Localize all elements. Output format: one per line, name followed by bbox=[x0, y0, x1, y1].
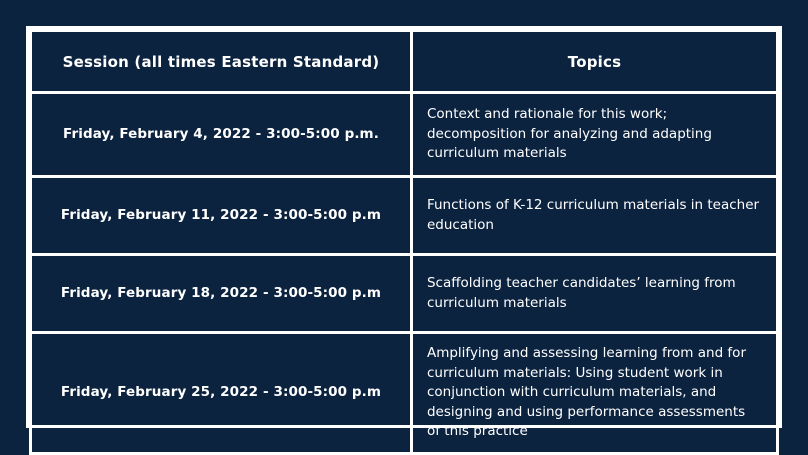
table-row bbox=[31, 333, 778, 454]
table-header-row bbox=[31, 31, 778, 93]
topic-cell: Amplifying and assessing learning from and for curriculum materials: Using student work in conjunction with curriculum materials, and designing and using performance assessments of this practice bbox=[411, 333, 777, 454]
session-cell: Friday, February 4, 2022 - 3:00-5:00 p.m. bbox=[31, 93, 412, 177]
column-header-topics: Topics bbox=[411, 31, 777, 93]
table-row bbox=[31, 177, 778, 255]
schedule-table bbox=[29, 29, 779, 455]
session-cell: Friday, February 11, 2022 - 3:00-5:00 p.m bbox=[31, 177, 412, 255]
topic-cell: Functions of K-12 curriculum materials in teacher education bbox=[411, 177, 777, 255]
topic-cell: Scaffolding teacher candidates’ learning from curriculum materials bbox=[411, 255, 777, 333]
table-row bbox=[31, 93, 778, 177]
session-cell: Friday, February 18, 2022 - 3:00-5:00 p.m bbox=[31, 255, 412, 333]
table-row bbox=[31, 255, 778, 333]
column-header-session: Session (all times Eastern Standard) bbox=[31, 31, 412, 93]
session-cell: Friday, February 25, 2022 - 3:00-5:00 p.m bbox=[31, 333, 412, 454]
topic-cell: Context and rationale for this work; decomposition for analyzing and adapting curriculum materials bbox=[411, 93, 777, 177]
schedule-table-container bbox=[26, 26, 782, 440]
